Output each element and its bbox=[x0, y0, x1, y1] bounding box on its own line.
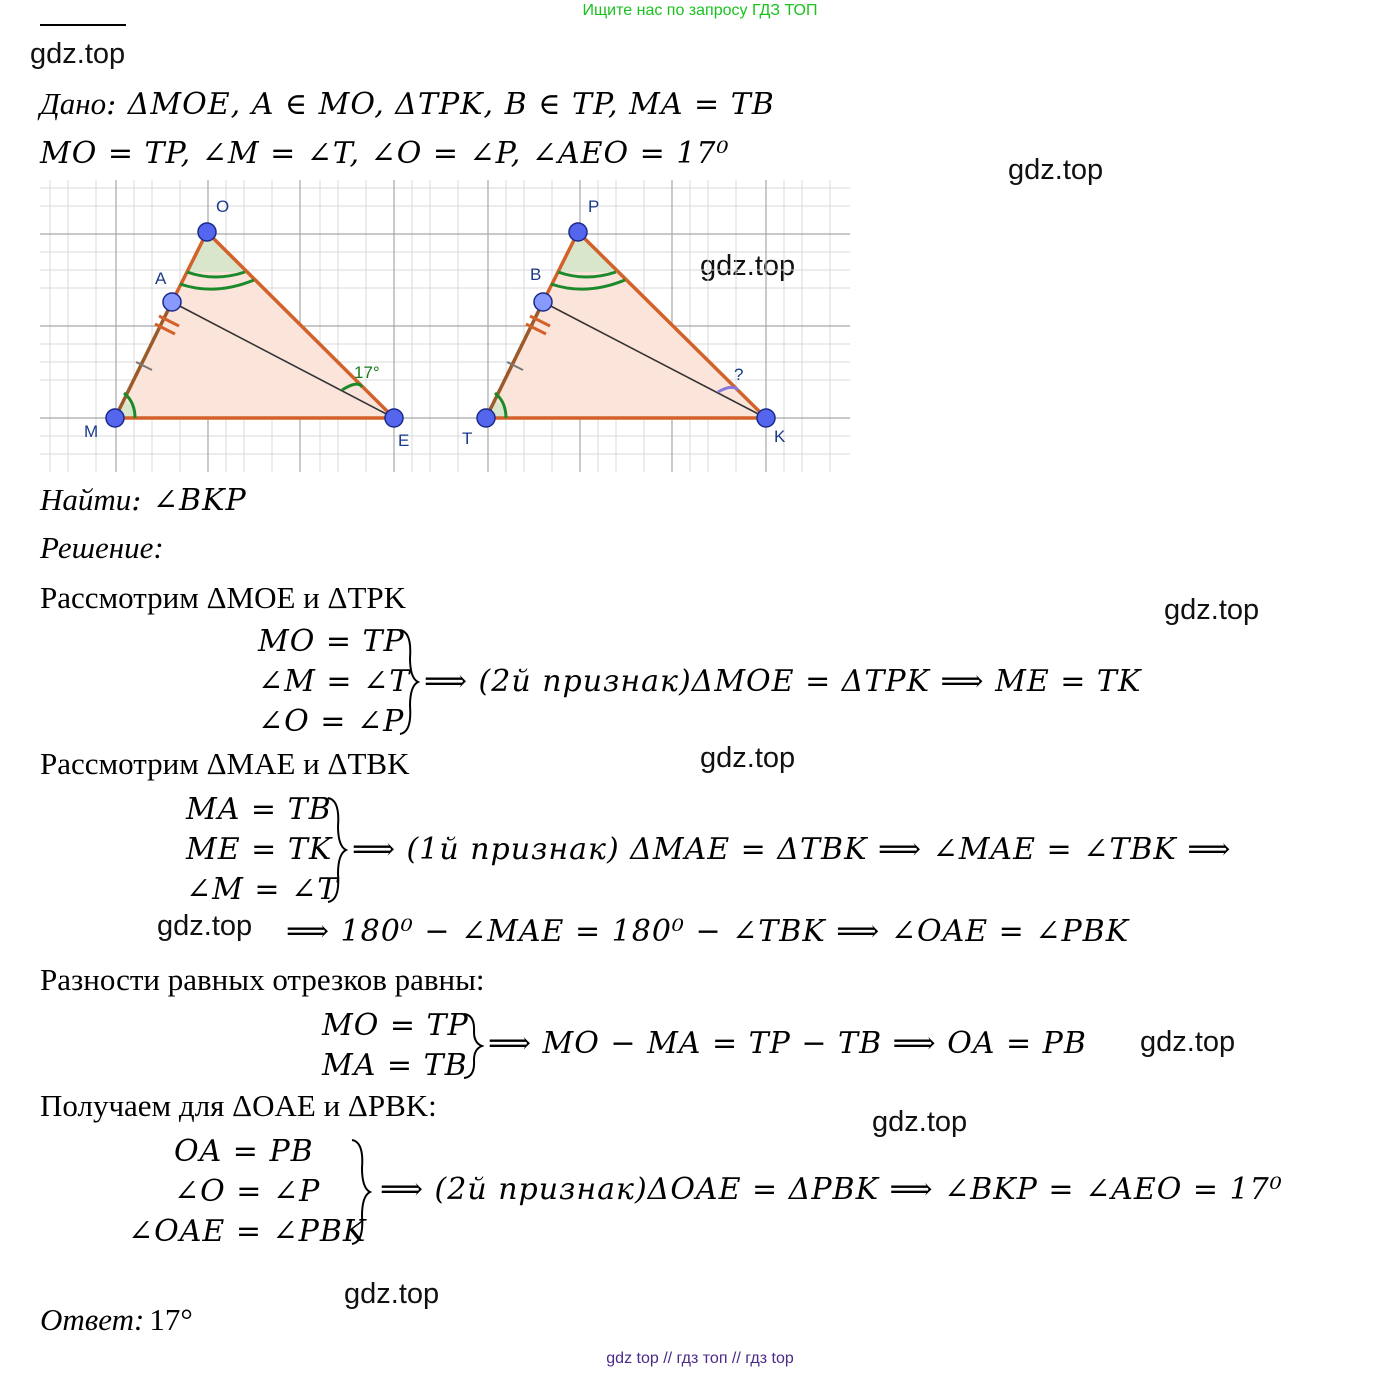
step2-intro: Рассмотрим ΔMAE и ΔTBK bbox=[40, 746, 410, 781]
point-label: M bbox=[84, 422, 99, 441]
step1-condition: MO = TP bbox=[258, 624, 405, 659]
watermark: gdz.top bbox=[1140, 1026, 1236, 1058]
point-label: A bbox=[155, 269, 167, 288]
find-label: Найти bbox=[40, 482, 132, 517]
step1-brace bbox=[398, 628, 420, 736]
step4-intro: Получаем для ΔOAE и ΔPBK: bbox=[40, 1088, 437, 1123]
watermark: gdz.top bbox=[157, 910, 253, 942]
step4-condition: OA = PB bbox=[174, 1134, 314, 1169]
footer-links[interactable]: gdz top // гдз топ // гдз top bbox=[606, 1350, 794, 1367]
step4-condition: ∠OAE = ∠PBK bbox=[128, 1214, 367, 1249]
answer-value: 17° bbox=[149, 1302, 193, 1337]
watermark: gdz.top bbox=[30, 38, 126, 70]
step2-brace bbox=[326, 796, 348, 904]
answer-line bbox=[40, 1302, 193, 1338]
angle-label: ? bbox=[734, 365, 744, 384]
step3-conclusion: ⟹ MO − MA = TP − TB ⟹ OA = PB bbox=[488, 1026, 1087, 1061]
step1-conclusion: ⟹ (2й признак)ΔMOE = ΔTPK ⟹ ME = TK bbox=[424, 664, 1142, 699]
point-label: T bbox=[462, 429, 473, 448]
point-label: K bbox=[774, 427, 786, 446]
watermark: gdz.top bbox=[1164, 594, 1260, 626]
find-value: : ∠BKP bbox=[131, 483, 247, 518]
angle-label: 17° bbox=[354, 363, 380, 382]
point-label: O bbox=[216, 197, 230, 216]
step1-condition: ∠M = ∠T bbox=[258, 664, 411, 699]
given-line-1 bbox=[40, 86, 775, 122]
solution-label: Решение: bbox=[40, 530, 164, 565]
watermark: gdz.top bbox=[700, 742, 796, 774]
given-label: Дано bbox=[40, 86, 107, 121]
step2-condition: ME = TK bbox=[186, 832, 333, 867]
step4-conclusion: ⟹ (2й признак)ΔOAE = ΔPBK ⟹ ∠BKP = ∠AEO = 17⁰ bbox=[380, 1172, 1283, 1207]
given-line-2: MO = TP, ∠M = ∠T, ∠O = ∠P, ∠AEO = 17⁰ bbox=[40, 136, 730, 171]
step3-brace bbox=[462, 1012, 484, 1080]
watermark: gdz.top bbox=[872, 1106, 968, 1138]
step3-intro: Разности равных отрезков равны: bbox=[40, 962, 485, 997]
step4-condition: ∠O = ∠P bbox=[174, 1174, 321, 1209]
watermark: gdz.top bbox=[344, 1278, 440, 1310]
step2-continuation: ⟹ 180⁰ − ∠MAE = 180⁰ − ∠TBK ⟹ ∠OAE = ∠PBK bbox=[286, 914, 1130, 949]
top-rule bbox=[40, 24, 126, 26]
point-label: P bbox=[588, 197, 600, 216]
step2-condition: MA = TB bbox=[186, 792, 332, 827]
triangle-moe bbox=[84, 197, 409, 450]
watermark: gdz.top bbox=[700, 250, 796, 282]
step2-condition: ∠M = ∠T bbox=[186, 872, 339, 907]
find-line bbox=[40, 482, 247, 518]
step3-condition: MO = TP bbox=[322, 1008, 469, 1043]
triangles-figure bbox=[40, 180, 850, 472]
step2-conclusion: ⟹ (1й признак) ΔMAE = ΔTBK ⟹ ∠MAE = ∠TBK ⟹ bbox=[352, 832, 1232, 867]
step4-brace bbox=[350, 1138, 372, 1246]
answer-label: Ответ: bbox=[40, 1302, 145, 1337]
step1-intro: Рассмотрим ΔMOE и ΔTPK bbox=[40, 580, 407, 615]
given-text-1: : ΔMOE, A ∈ MO, ΔTPK, B ∈ TP, MA = TB bbox=[106, 87, 775, 122]
triangle-tpk bbox=[462, 197, 786, 448]
step3-condition: MA = TB bbox=[322, 1048, 468, 1083]
point-label: B bbox=[530, 265, 542, 284]
watermark: gdz.top bbox=[1008, 154, 1104, 186]
step1-condition: ∠O = ∠P bbox=[258, 704, 405, 739]
search-banner[interactable]: Ищите нас по запросу ГДЗ ТОП bbox=[582, 2, 818, 19]
point-label: E bbox=[398, 431, 410, 450]
